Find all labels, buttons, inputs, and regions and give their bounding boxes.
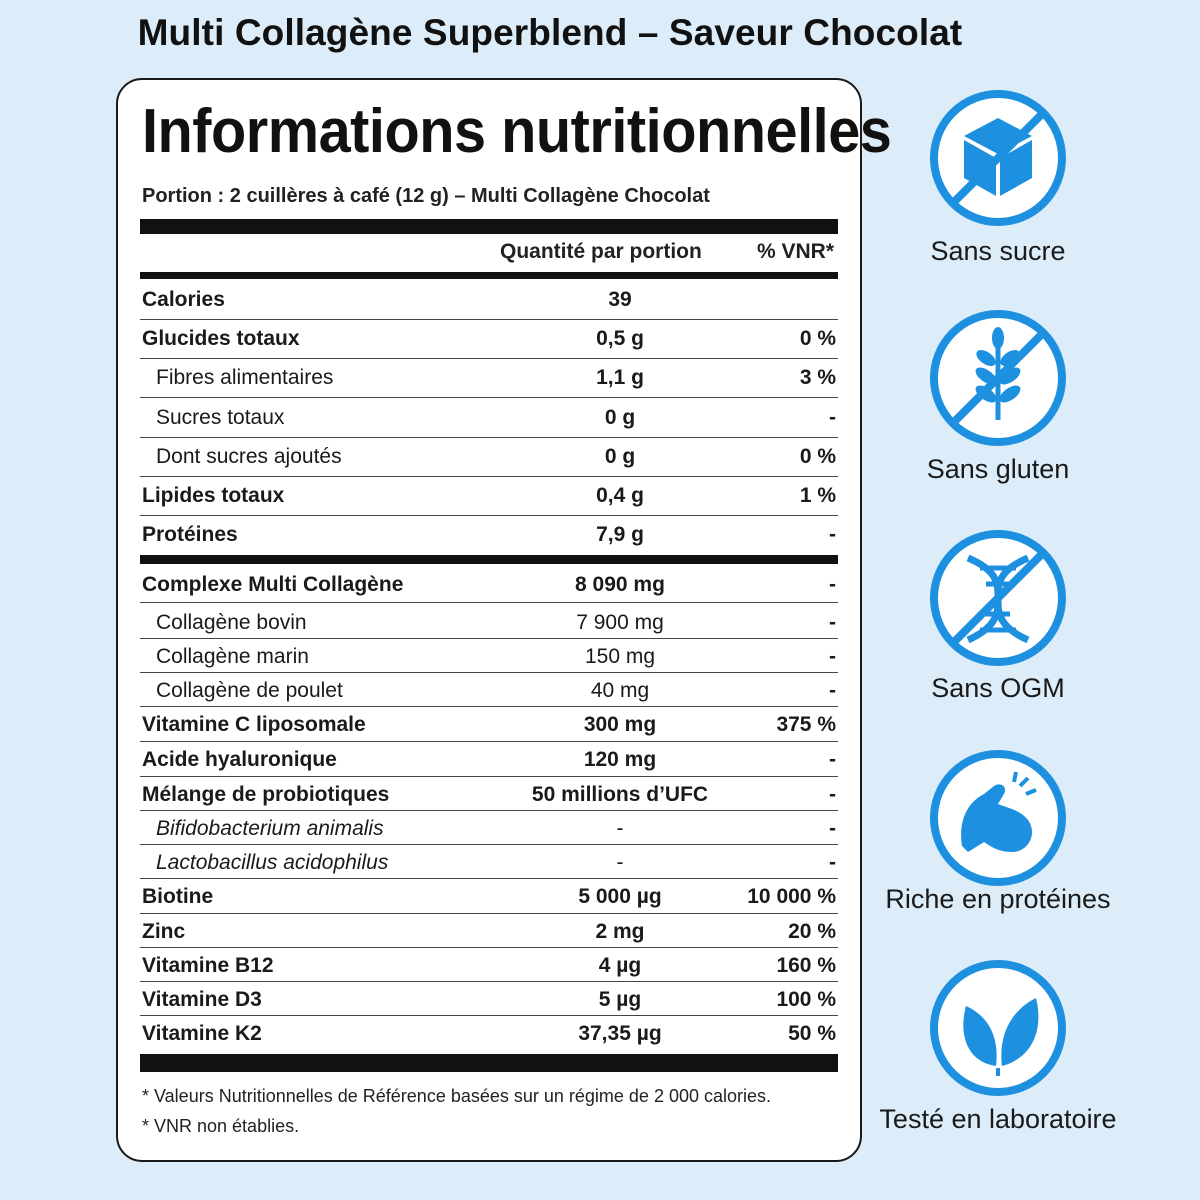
table-row	[140, 327, 838, 359]
nutrient-vnr: 1 %	[799, 484, 836, 507]
flexed-arm-icon	[928, 748, 1068, 888]
column-header-amount: Quantité par portion	[500, 240, 702, 263]
table-row	[140, 954, 838, 982]
nutrient-vnr: -	[829, 679, 836, 702]
nutrient-amount: -	[616, 851, 624, 874]
badge-label: Sans OGM	[931, 673, 1065, 703]
table-row	[140, 783, 838, 811]
nutrient-amount: 120 mg	[583, 748, 657, 771]
footnote-vnr-basis: * Valeurs Nutritionnelles de Référence basées sur un régime de 2 000 calories.	[142, 1086, 772, 1106]
table-row	[140, 523, 838, 551]
nutrient-name: Calories	[142, 288, 225, 311]
nutrient-amount: 37,35 µg	[578, 1022, 662, 1045]
table-row	[140, 484, 838, 516]
nutrient-name: Lactobacillus acidophilus	[156, 851, 389, 874]
nutrient-name: Complexe Multi Collagène	[142, 573, 404, 596]
nutrient-name: Vitamine D3	[142, 988, 262, 1011]
nutrient-vnr: -	[829, 817, 836, 840]
table-row	[140, 748, 838, 777]
column-header-vnr: % VNR*	[757, 240, 835, 263]
divider-bar-bottom	[140, 1054, 838, 1072]
nutrient-name: Zinc	[142, 920, 186, 943]
nutrient-name: Vitamine C liposomale	[142, 713, 366, 736]
panel-heading: Informations nutritionnelles	[142, 97, 892, 166]
table-row	[140, 366, 838, 398]
nutrient-name: Biotine	[142, 885, 214, 908]
nutrient-vnr: -	[829, 523, 836, 546]
nutrient-vnr: 160 %	[776, 954, 836, 977]
nutrient-name: Collagène marin	[156, 645, 309, 668]
nutrient-amount: 0 g	[604, 406, 636, 429]
nutrient-vnr: -	[829, 573, 836, 596]
nutrient-amount: 7 900 mg	[576, 611, 664, 634]
nutrient-vnr: 100 %	[776, 988, 836, 1011]
badge-label: Riche en protéines	[885, 884, 1111, 914]
nutrient-amount: 2 mg	[595, 920, 645, 943]
nutrient-vnr: -	[829, 406, 836, 429]
badge-label: Testé en laboratoire	[879, 1104, 1117, 1134]
nutrient-amount: 5 µg	[598, 988, 642, 1011]
wheat-icon	[928, 308, 1068, 448]
nutrient-name: Protéines	[142, 523, 238, 546]
nutrient-name: Collagène bovin	[156, 611, 307, 634]
nutrient-amount: 1,1 g	[596, 366, 644, 389]
nutrient-amount: 150 mg	[584, 645, 656, 668]
nutrient-vnr: -	[829, 611, 836, 634]
table-row	[140, 288, 838, 320]
table-row	[140, 885, 838, 914]
table-row	[140, 851, 838, 879]
product-title: Multi Collagène Superblend – Saveur Chocolat	[137, 12, 963, 53]
nutrient-name: Vitamine B12	[142, 954, 274, 977]
table-row	[140, 679, 838, 707]
badge-label: Sans sucre	[930, 236, 1066, 266]
nutrient-amount: 5 000 µg	[578, 885, 662, 908]
nutrient-vnr: -	[829, 645, 836, 668]
nutrient-vnr: -	[829, 851, 836, 874]
nutrient-name: Mélange de probiotiques	[142, 783, 390, 806]
nutrient-name: Lipides totaux	[142, 484, 285, 507]
table-row	[140, 1022, 838, 1050]
nutrient-name: Vitamine K2	[142, 1022, 262, 1045]
nutrient-vnr: 0 %	[799, 327, 836, 350]
nutrient-amount: 4 µg	[598, 954, 642, 977]
nutrient-vnr: 0 %	[799, 445, 836, 468]
nutrient-vnr: -	[829, 783, 836, 806]
nutrient-vnr: 10 000 %	[747, 885, 836, 908]
table-row	[140, 573, 838, 603]
footnote-vnr-na: * VNR non établies.	[142, 1116, 300, 1136]
leaves-icon	[928, 958, 1068, 1098]
table-row	[140, 713, 838, 742]
nutrient-amount: -	[616, 817, 624, 840]
nutrient-amount: 8 090 mg	[575, 573, 665, 596]
nutrient-vnr: 20 %	[788, 920, 836, 943]
nutrient-amount: 40 mg	[590, 679, 650, 702]
divider-bar-mid	[140, 555, 838, 564]
nutrient-amount: 0 g	[604, 445, 636, 468]
nutrient-amount: 39	[608, 288, 632, 311]
nutrient-name: Bifidobacterium animalis	[156, 817, 384, 840]
nutrient-vnr: 3 %	[799, 366, 836, 389]
nutrient-name: Acide hyaluronique	[142, 748, 337, 771]
nutrient-amount: 7,9 g	[596, 523, 644, 546]
nutrient-name: Fibres alimentaires	[156, 366, 334, 389]
nutrient-name: Glucides totaux	[142, 327, 300, 350]
sugar-cube-icon	[928, 88, 1068, 228]
dna-icon	[928, 528, 1068, 668]
nutrient-amount: 0,4 g	[596, 484, 644, 507]
badge-label: Sans gluten	[926, 454, 1070, 484]
table-row	[140, 611, 838, 639]
table-row	[140, 645, 838, 673]
table-row	[140, 920, 838, 948]
table-row	[140, 406, 838, 438]
table-row	[140, 445, 838, 477]
serving-size: Portion : 2 cuillères à café (12 g) – Multi Collagène Chocolat	[142, 185, 710, 207]
nutrient-name: Dont sucres ajoutés	[156, 445, 342, 468]
nutrient-amount: 0,5 g	[596, 327, 644, 350]
nutrient-amount: 300 mg	[583, 713, 657, 736]
table-row	[140, 817, 838, 845]
table-row	[140, 988, 838, 1016]
divider-bar-top	[140, 219, 838, 234]
nutrient-name: Sucres totaux	[156, 406, 285, 429]
nutrient-amount: 50 millions d’UFC	[531, 783, 709, 806]
nutrient-vnr: -	[829, 748, 836, 771]
nutrient-vnr: 50 %	[788, 1022, 836, 1045]
divider-bar-header	[140, 272, 838, 279]
nutrient-name: Collagène de poulet	[156, 679, 343, 702]
nutrient-vnr: 375 %	[776, 713, 836, 736]
